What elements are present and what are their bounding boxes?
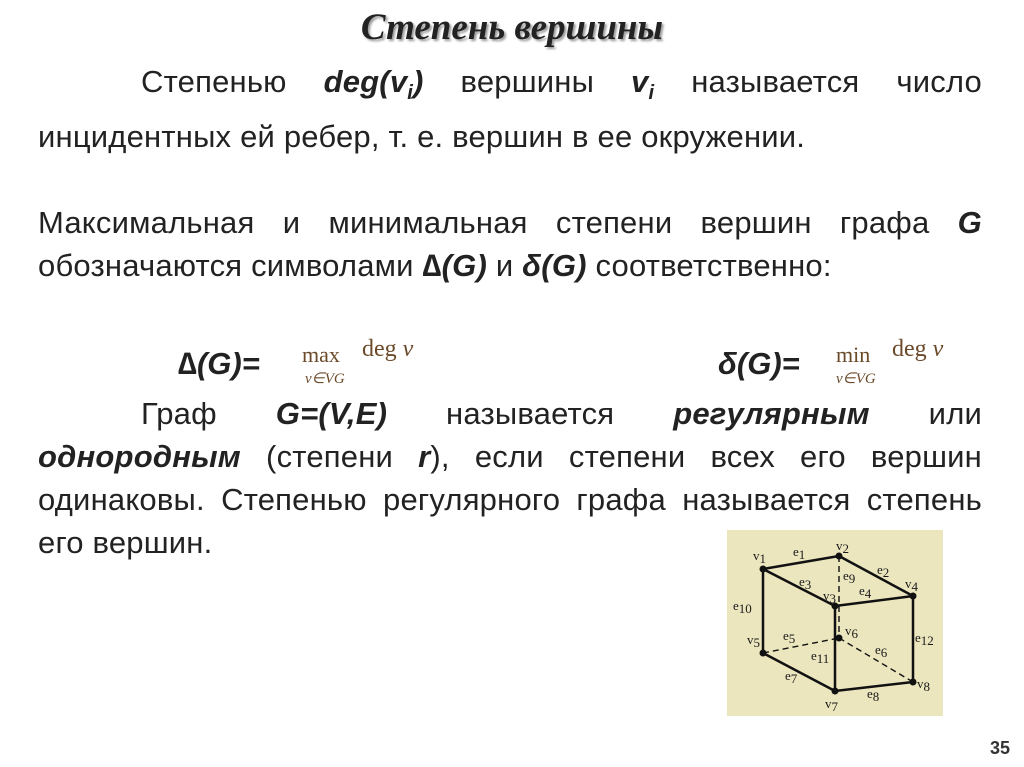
- text: называется число инцидентных ей ребер, т. е. вершин в ее окружении.: [38, 64, 982, 154]
- max-operator: max: [302, 342, 340, 367]
- text: (степени: [240, 439, 419, 474]
- min-deg: [892, 336, 943, 363]
- edge-e4: [835, 596, 913, 606]
- vertex-v5: [760, 650, 767, 657]
- label-v2: v2: [836, 538, 849, 556]
- deg-subscript: i: [407, 82, 414, 104]
- deg-var: v: [402, 336, 414, 362]
- slide-title: Степень вершины: [360, 7, 664, 48]
- formula-max-lhs: ∆(G)=: [178, 346, 260, 381]
- cube-graph-svg: [727, 530, 943, 716]
- text: вершины: [423, 64, 632, 99]
- deg-notation: [323, 64, 424, 104]
- vertex-subscript: i: [648, 82, 655, 104]
- min-operator: min: [836, 342, 871, 367]
- graph-def: G=(V,E): [275, 396, 388, 431]
- label-e2: e2: [877, 562, 890, 580]
- term-regular: регулярным: [673, 396, 870, 431]
- label-v8: v8: [917, 676, 930, 694]
- text: называется: [387, 396, 674, 431]
- deg-close: ): [413, 64, 424, 99]
- graph-symbol: G: [957, 205, 982, 240]
- label-e11: e11: [811, 648, 830, 666]
- deg-text: deg(v: [323, 64, 408, 99]
- text: и: [487, 248, 523, 283]
- vertex-v7: [832, 688, 839, 695]
- paragraph-max-min-degree: [38, 201, 982, 287]
- label-e10: e10: [733, 598, 752, 616]
- max-degree-symbol: ∆(G): [422, 248, 488, 283]
- label-v7: v7: [825, 696, 838, 714]
- label-v5: v5: [747, 632, 760, 650]
- label-e12: e12: [915, 630, 934, 648]
- label-e7: e7: [785, 668, 798, 686]
- label-e6: e6: [875, 642, 888, 660]
- formula-min-lhs: δ(G)=: [718, 346, 800, 381]
- deg-word: deg: [362, 336, 403, 362]
- label-v6: v6: [845, 623, 858, 641]
- text: Граф: [141, 396, 276, 431]
- text: соответственно:: [586, 248, 832, 283]
- degree-r: r: [418, 439, 431, 474]
- vertex-v1: [760, 566, 767, 573]
- vertex-v2: [836, 553, 843, 560]
- max-subscript: v∈VG: [305, 371, 345, 387]
- label-e3: e3: [799, 574, 812, 592]
- text: обозначаются символами: [38, 248, 423, 283]
- term-homogeneous: однородным: [38, 439, 241, 474]
- text: Максимальная и минимальная степени вершин графа: [38, 205, 958, 240]
- label-v4: v4: [905, 576, 918, 594]
- min-degree-symbol: δ(G): [522, 248, 587, 283]
- vertex-letter: v: [631, 64, 649, 99]
- label-e9: e9: [843, 568, 856, 586]
- vertex-var: [631, 64, 655, 104]
- label-e1: e1: [793, 544, 806, 562]
- deg-var: v: [932, 336, 944, 362]
- label-e5: e5: [783, 628, 796, 646]
- paragraph-degree-definition: [38, 60, 982, 158]
- page-number: 35: [989, 738, 1010, 758]
- max-deg: [362, 336, 413, 363]
- label-e4: e4: [859, 583, 872, 601]
- text: ), если степени всех его вершин одинаковы. Степенью регулярного графа называется степень его вершин.: [38, 439, 982, 560]
- text: Степенью: [141, 64, 324, 99]
- label-v1: v1: [753, 548, 766, 566]
- vertex-v6: [836, 635, 843, 642]
- label-v3: v3: [823, 588, 836, 606]
- deg-word: deg: [892, 336, 933, 362]
- label-e8: e8: [867, 686, 880, 704]
- min-subscript: v∈VG: [836, 371, 876, 387]
- text: или: [869, 396, 982, 431]
- cube-graph-figure: [727, 530, 943, 716]
- vertex-v8: [910, 679, 917, 686]
